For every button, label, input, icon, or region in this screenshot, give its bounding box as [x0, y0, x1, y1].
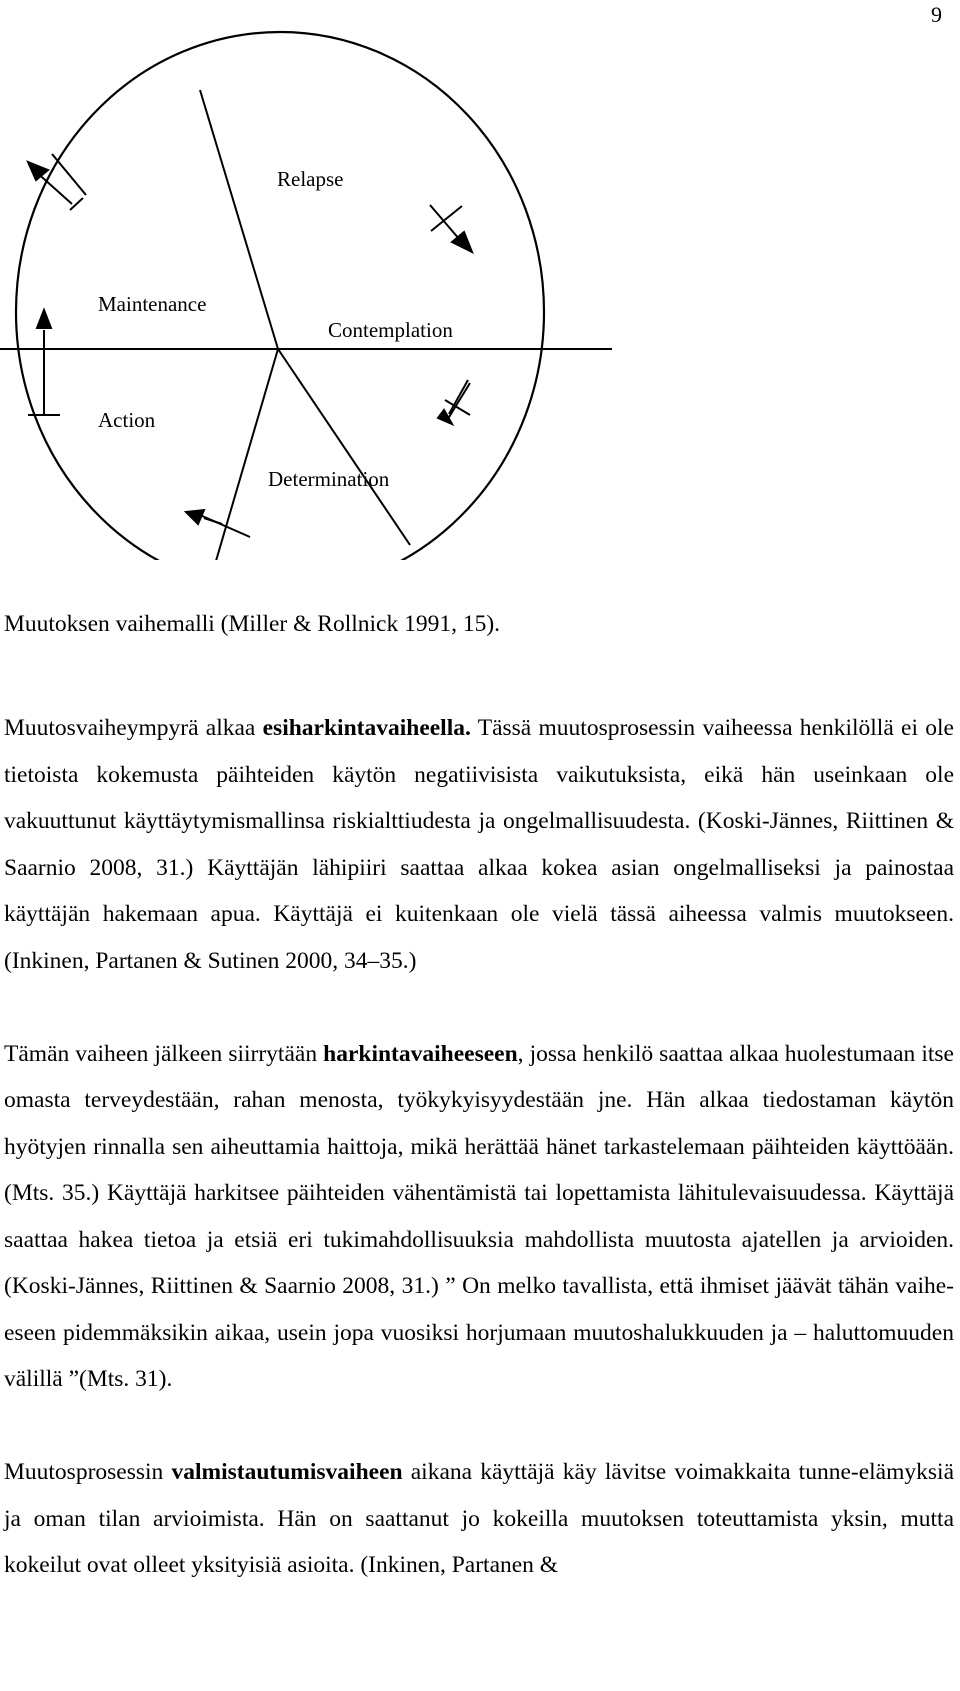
arrow-bottom-left [186, 510, 250, 537]
page-number: 9 [931, 2, 942, 27]
label-relapse: Relapse [277, 167, 344, 191]
arrow-top-right [430, 205, 472, 252]
bold-term: valmistautumisvaiheen [171, 1459, 403, 1485]
text-run: aikana käyttäjä käy lävitse voimakkaita tunne-elämyksiä ja oman tilan arvioimista. Hän on saattanut jo kokeilla muutoksen toteuttamista yksin, mutta kokeilut ovat olleet yksityisiä asioita. (Inkinen, Partanen & [4, 1459, 954, 1578]
figure-caption: Muutoksen vaihemalli (Miller & Rollnick 1991, 15). [4, 611, 501, 637]
paragraph [4, 1031, 954, 1403]
text-run: Tämän vaiheen jälkeen siirrytään [4, 1040, 324, 1067]
text-run: Tässä muutosprosessin vaiheessa henkilöllä ei ole tietoista kokemusta päihteiden käytön negatiivisista vaikutuksista, eikä hän useinkaan ole vakuuttunut käyttäytymismallinsa riskialttiudesta ja ongelmallisuudesta. (Koski-Jännes, Riittinen & Saarnio 2008, 31.) Käyttäjän lähipiiri saattaa alkaa kokea asian ongelmalliseksi ja painostaa käyttäjän hakemaan apua. Käyttäjä ei kuitenkaan ole vielä tässä aiheessa valmis muutokseen. (Inkinen, Partanen & Sutinen 2000, 34–35.) [4, 715, 954, 974]
text-run: Muutosprosessin [4, 1459, 172, 1485]
label-contemplation: Contemplation [328, 318, 453, 342]
text-run: Muutosvaiheympyrä alkaa [4, 715, 263, 741]
label-determination: Determination [268, 467, 390, 491]
bold-term: harkintavaiheeseen [323, 1040, 518, 1067]
spoke-determination [278, 349, 410, 545]
text-run: , jossa henkilö saattaa alkaa huolestumaan itse omasta terveydestään, rahan menosta, työkykyisyydestään jne. Hän alkaa tiedostaman käytön hyötyjen rinnalla sen aiheuttamia haittoja, mikä herättää hänet tarkastelemaan päihteiden käyttöään. (Mts. 35.) Käyttäjä harkitsee päihteiden vähentämistä tai lopettamista lähitulevaisuudessa. Käyttäjä saattaa hakea tietoa ja etsiä eri tukimahdollisuuksia mahdollista muutosta ajatellen ja arvioiden. (Koski-Jännes, Riittinen & Saarnio 2008, 31.) ” On melko tavallista, että ihmiset jäävät tähän vaiheeseen pidemmäksikin aikaa, usein jopa vuosiksi horjumaan muutoshalukkuuden ja – haluttomuuden välillä ”(Mts. 31). [4, 1040, 954, 1392]
body-text [4, 705, 954, 1589]
arrow-bottom-right [438, 380, 470, 424]
spoke-relapse [200, 90, 278, 349]
paragraph [4, 1449, 954, 1589]
spoke-action [211, 349, 278, 560]
stages-of-change-diagram [0, 0, 620, 560]
bold-term: esiharkintavaiheella. [262, 715, 471, 741]
label-maintenance: Maintenance [98, 292, 207, 316]
arrow-left [28, 310, 60, 415]
paragraph [4, 705, 954, 984]
label-action: Action [98, 408, 156, 432]
